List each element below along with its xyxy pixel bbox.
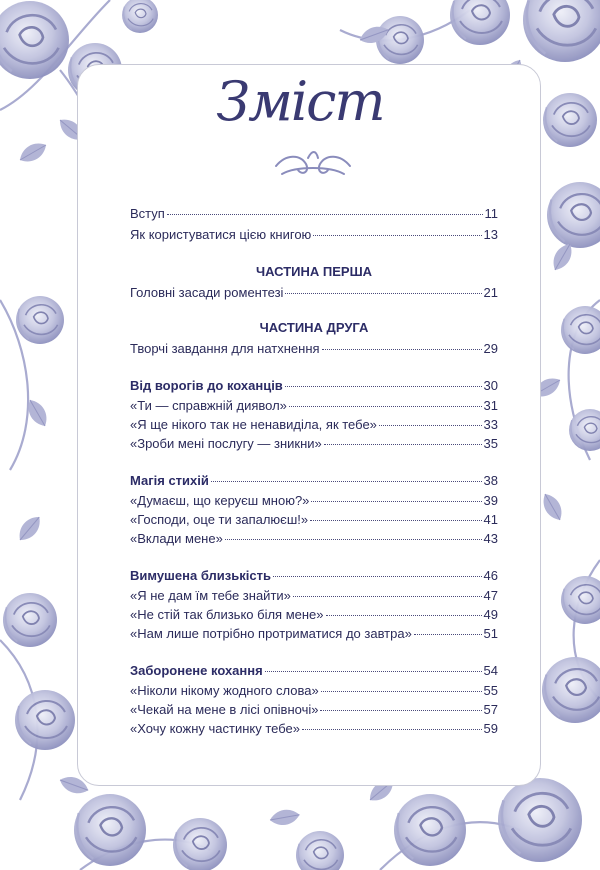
dot-leader [285, 386, 482, 387]
page-number: 59 [483, 721, 498, 736]
entry-label: Від ворогів до коханців [130, 378, 283, 393]
page-number: 39 [483, 493, 498, 508]
dot-leader [311, 501, 481, 502]
dot-leader [326, 615, 482, 616]
page-number: 49 [483, 607, 498, 622]
dot-leader [322, 349, 482, 350]
entry-label: «Я не дам їм тебе знайти» [130, 588, 291, 603]
entry-label: Творчі завдання для натхнення [130, 341, 320, 356]
dot-leader [324, 444, 482, 445]
entry-label: Вступ [130, 206, 165, 221]
page-number: 38 [483, 473, 498, 488]
page-number: 46 [483, 568, 498, 583]
page-number: 55 [483, 683, 498, 698]
entry-label: Як користуватися цією книгою [130, 227, 312, 242]
entry-label: «Чекай на мене в лісі опівночі» [130, 702, 319, 717]
toc-entry[interactable] [130, 701, 498, 718]
page-number: 54 [483, 663, 498, 678]
dot-leader [225, 539, 482, 540]
section-heading-enemies-to-lovers[interactable] [130, 377, 498, 394]
toc-entry-intro[interactable] [130, 205, 498, 222]
page-number: 57 [483, 702, 498, 717]
page-number: 33 [483, 417, 498, 432]
toc-entry[interactable] [130, 492, 498, 509]
dot-leader [321, 691, 482, 692]
page-number: 31 [483, 398, 498, 413]
dot-leader [310, 520, 481, 521]
part-two-heading: ЧАСТИНА ДРУГА [259, 320, 369, 335]
entry-label: «Хочу кожну частинку тебе» [130, 721, 300, 736]
entry-label: «Ніколи нікому жодного слова» [130, 683, 319, 698]
section-heading-elemental-magic[interactable] [130, 472, 498, 489]
page-number: 13 [483, 227, 498, 242]
dot-leader [293, 596, 482, 597]
entry-label: «Нам лише потрібно протриматися до завтра» [130, 626, 412, 641]
page-number: 21 [483, 285, 498, 300]
part-one-heading: ЧАСТИНА ПЕРША [255, 264, 373, 279]
entry-label: «Думаєш, що керуєш мною?» [130, 493, 310, 508]
page-number: 29 [483, 341, 498, 356]
flourish-ornament [272, 146, 354, 182]
entry-label: «Зроби мені послугу — зникни» [130, 436, 322, 451]
page-number: 30 [483, 378, 498, 393]
entry-label: «Ти — справжній диявол» [130, 398, 287, 413]
page-number: 47 [483, 588, 498, 603]
toc-entry[interactable] [130, 625, 498, 642]
toc-entry-principles[interactable] [130, 284, 498, 301]
toc-entry[interactable] [130, 435, 498, 452]
page-title: Зміст [216, 70, 384, 133]
entry-label: «Не стій так близько біля мене» [130, 607, 324, 622]
dot-leader [167, 214, 483, 215]
toc-entry[interactable] [130, 511, 498, 528]
entry-label: «Я ще нікого так не ненавиділа, як тебе» [130, 417, 377, 432]
toc-entry[interactable] [130, 682, 498, 699]
toc-entry[interactable] [130, 416, 498, 433]
toc-entry[interactable] [130, 530, 498, 547]
page-number: 11 [484, 206, 498, 221]
entry-label: Головні засади роментезі [130, 285, 284, 300]
toc-entry[interactable] [130, 606, 498, 623]
dot-leader [320, 710, 481, 711]
page-number: 35 [483, 436, 498, 451]
dot-leader [313, 235, 481, 236]
toc-entry[interactable] [130, 720, 498, 737]
entry-label: Заборонене кохання [130, 663, 263, 678]
toc-entry-tasks[interactable] [130, 340, 498, 357]
entry-label: «Господи, оце ти запалюєш!» [130, 512, 309, 527]
dot-leader [211, 481, 482, 482]
dot-leader [285, 293, 481, 294]
section-heading-forced-proximity[interactable] [130, 567, 498, 584]
toc-entry[interactable] [130, 587, 498, 604]
entry-label: Вимушена близькість [130, 568, 271, 583]
page-number: 51 [483, 626, 498, 641]
toc-entry-how-to[interactable] [130, 226, 498, 243]
toc-entry[interactable] [130, 397, 498, 414]
dot-leader [379, 425, 482, 426]
dot-leader [289, 406, 482, 407]
dot-leader [302, 729, 482, 730]
section-heading-forbidden-love[interactable] [130, 662, 498, 679]
entry-label: «Вклади мене» [130, 531, 223, 546]
dot-leader [414, 634, 482, 635]
dot-leader [265, 671, 482, 672]
page-number: 41 [483, 512, 498, 527]
dot-leader [273, 576, 482, 577]
entry-label: Магія стихій [130, 473, 209, 488]
page-number: 43 [483, 531, 498, 546]
